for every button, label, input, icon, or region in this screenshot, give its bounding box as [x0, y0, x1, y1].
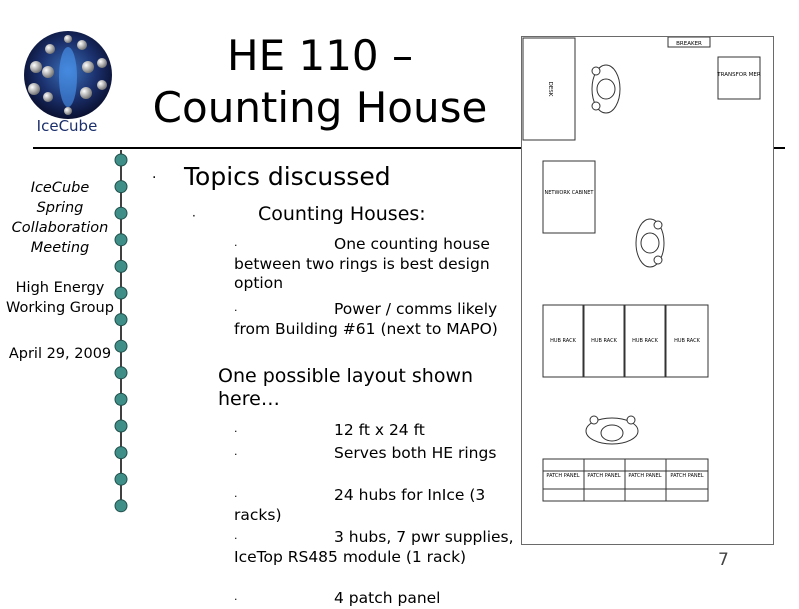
meeting-line: IceCube — [30, 180, 90, 196]
network-cabinet — [543, 161, 595, 233]
group-line: High Energy — [15, 280, 105, 296]
hub-rack-label: HUB RACK — [674, 338, 700, 344]
slide-title-line1: HE 110 – — [227, 31, 413, 80]
floorplan — [521, 36, 774, 545]
meeting-date: April 29, 2009 — [8, 346, 112, 362]
timeline-node — [115, 340, 127, 352]
timeline-node — [115, 447, 127, 459]
icecube-logo — [18, 27, 116, 135]
timeline-node — [115, 367, 127, 379]
hub-rack-label: HUB RACK — [591, 338, 617, 344]
transformer-label: TRANSFOR MER — [717, 72, 761, 78]
transformer-box — [718, 57, 760, 99]
page-number: 7 — [718, 550, 729, 570]
timeline-node — [115, 420, 127, 432]
timeline-node — [115, 287, 127, 299]
breaker-label: BREAKER — [676, 41, 702, 47]
list-item: · 24 hubs for InIce (3 racks) — [234, 486, 486, 524]
list-item: · One counting house between two rings is best design option — [234, 235, 490, 292]
chair-icon — [592, 65, 620, 113]
group-line: Working Group — [6, 300, 114, 316]
hub-rack-label: HUB RACK — [550, 338, 576, 344]
list-item-text: One counting house between two rings is best design option — [234, 235, 490, 292]
patch-panel-label: PATCH PANEL — [628, 473, 662, 479]
topic-text: Topics discussed — [184, 162, 391, 191]
list-item-text: Serves both HE rings — [334, 444, 497, 462]
slide-title — [120, 30, 520, 134]
list-item-text: 24 hubs for InIce (3 racks) — [234, 486, 486, 524]
logo-wordmark: IceCube — [36, 117, 98, 135]
patch-panel-label: PATCH PANEL — [587, 473, 621, 479]
list-item-text: 4 patch panel — [334, 589, 441, 607]
list-item-text: 12 ft x 24 ft — [334, 421, 425, 439]
list-item: · 3 hubs, 7 pwr supplies, IceTop RS485 module (1 rack) — [234, 528, 514, 566]
meeting-line: Meeting — [30, 240, 90, 256]
timeline-node — [115, 314, 127, 326]
patch-panels — [543, 459, 708, 501]
list-item-text: 3 hubs, 7 pwr supplies, IceTop RS485 module (1 rack) — [234, 528, 514, 566]
subheading-bullet: · Counting Houses: — [192, 203, 426, 225]
list-item: · 4 patch panel — [234, 589, 441, 607]
timeline-node — [115, 500, 127, 512]
list-item-text: Power / comms likely from Building #61 (next to MAPO) — [234, 300, 498, 338]
patch-panel-label: PATCH PANEL — [670, 473, 704, 479]
slide-title-line2: Counting House — [152, 83, 488, 132]
timeline-node — [115, 393, 127, 405]
sidebar — [0, 178, 120, 364]
timeline-node — [115, 154, 127, 166]
network-cabinet-label: NETWORK CABINET — [544, 190, 594, 196]
chair-icon — [586, 416, 638, 444]
list-item: · 12 ft x 24 ft — [234, 421, 425, 439]
meeting-line: Collaboration — [11, 220, 109, 236]
patch-panel-label: PATCH PANEL — [546, 473, 580, 479]
timeline-node — [115, 207, 127, 219]
list-item: · Serves both HE rings — [234, 444, 497, 462]
timeline-node — [115, 473, 127, 485]
list-item: · Power / comms likely from Building #61 (next to MAPO) — [234, 300, 498, 338]
topic-bullet: · Topics discussed — [152, 162, 391, 191]
desk-label: DESK — [547, 81, 553, 97]
hub-racks — [543, 305, 708, 377]
hub-rack-label: HUB RACK — [632, 338, 658, 344]
meeting-name — [0, 178, 120, 258]
timeline-node — [115, 234, 127, 246]
subheading-text: Counting Houses: — [258, 203, 426, 225]
meeting-line: Spring — [36, 200, 84, 216]
timeline-node — [115, 260, 127, 272]
chair-icon — [636, 219, 664, 267]
layout-heading: One possible layout shown here… — [218, 365, 474, 410]
timeline-node — [115, 181, 127, 193]
working-group — [0, 278, 120, 318]
timeline-string — [113, 150, 129, 520]
